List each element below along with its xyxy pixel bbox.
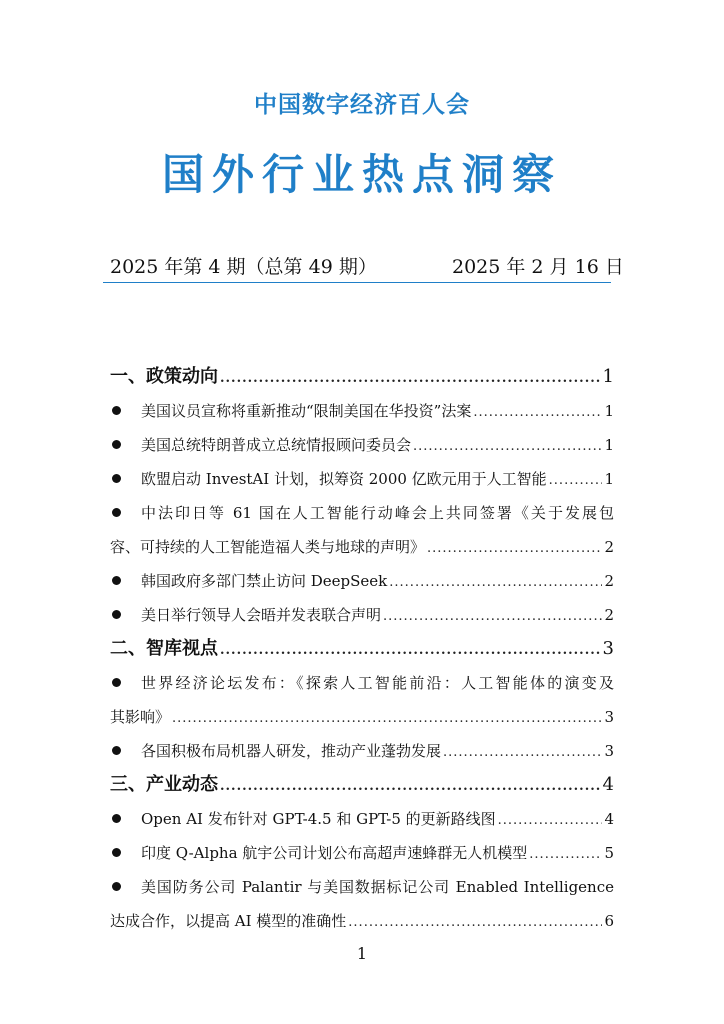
toc-item-title: 美国防务公司 Palantir 与美国数据标记公司 Enabled Intelligence <box>141 878 614 896</box>
toc-page-number: 1 <box>604 470 614 488</box>
toc-leader <box>529 838 602 870</box>
toc-leader <box>427 532 602 564</box>
toc-item-title: 世界经济论坛发布：《探索人工智能前沿：人工智能体的演变及 <box>141 674 614 692</box>
toc-item[interactable] <box>110 496 614 530</box>
toc-item-title: 美日举行领导人会晤并发表联合声明 <box>141 606 382 624</box>
toc-item-title: 美国议员宣称将重新推动“限制美国在华投资”法案 <box>141 402 472 420</box>
toc-page-number: 1 <box>604 402 614 420</box>
toc-item[interactable] <box>110 564 614 598</box>
header-rule <box>103 282 611 283</box>
bullet-icon <box>112 848 121 857</box>
toc-item-title: 各国积极布局机器人研发，推动产业蓬勃发展 <box>141 742 442 760</box>
toc-section-title: 二、智库视点 <box>110 638 218 659</box>
toc-item-continuation[interactable] <box>110 700 614 734</box>
toc-leader <box>220 634 601 666</box>
toc-item-title: 韩国政府多部门禁止访问 DeepSeek <box>141 572 388 590</box>
publication-title: 国外行业热点洞察 <box>161 150 562 199</box>
toc-section-title: 一、政策动向 <box>110 366 218 387</box>
bullet-icon <box>112 814 121 823</box>
toc-item-continuation[interactable] <box>110 530 614 564</box>
org-name: 中国数字经济百人会 <box>254 92 470 118</box>
toc-leader <box>473 396 602 428</box>
bullet-icon <box>112 746 121 755</box>
toc-page-number: 2 <box>604 538 614 556</box>
bullet-icon <box>112 474 121 483</box>
bullet-icon <box>112 406 121 415</box>
toc-page-number: 3 <box>604 708 614 726</box>
toc-page-number: 2 <box>604 572 614 590</box>
toc-item-title: 达成合作，以提高 AI 模型的准确性 <box>110 912 347 930</box>
toc-item-title: 容、可持续的人工智能造福人类与地球的声明》 <box>110 538 426 556</box>
toc-page-number: 1 <box>602 366 614 387</box>
toc-leader <box>443 736 602 768</box>
issue-number: 2025 年第 4 期（总第 49 期） <box>110 256 377 278</box>
toc-item[interactable] <box>110 394 614 428</box>
toc-page-number: 2 <box>604 606 614 624</box>
toc-section-think-tank[interactable] <box>110 632 614 666</box>
toc-section-industry[interactable] <box>110 768 614 802</box>
toc-item-title: 其影响》 <box>110 708 171 726</box>
toc-page-number: 3 <box>602 638 614 659</box>
toc-leader <box>220 362 601 394</box>
bullet-icon <box>112 882 121 891</box>
toc-item-title: Open AI 发布针对 GPT-4.5 和 GPT-5 的更新路线图 <box>141 810 496 828</box>
table-of-contents <box>110 360 614 938</box>
toc-page-number: 3 <box>604 742 614 760</box>
toc-leader <box>549 464 603 496</box>
page-number: 1 <box>356 944 368 963</box>
toc-item[interactable] <box>110 870 614 904</box>
toc-item[interactable] <box>110 428 614 462</box>
bullet-icon <box>112 576 121 585</box>
toc-item[interactable] <box>110 666 614 700</box>
toc-item-title: 印度 Q-Alpha 航宇公司计划公布高超声速蜂群无人机模型 <box>141 844 528 862</box>
bullet-icon <box>112 610 121 619</box>
toc-item[interactable] <box>110 802 614 836</box>
toc-page-number: 5 <box>604 844 614 862</box>
issue-date: 2025 年 2 月 16 日 <box>452 256 624 278</box>
toc-leader <box>413 430 602 462</box>
toc-leader <box>389 566 602 598</box>
toc-item[interactable] <box>110 462 614 496</box>
toc-section-title: 三、产业动态 <box>110 774 218 795</box>
bullet-icon <box>112 508 121 517</box>
toc-page-number: 4 <box>604 810 614 828</box>
toc-page-number: 4 <box>602 774 614 795</box>
toc-item-title: 欧盟启动 InvestAI 计划，拟筹资 2000 亿欧元用于人工智能 <box>141 470 547 488</box>
toc-leader <box>220 770 601 802</box>
toc-leader <box>172 702 602 734</box>
bullet-icon <box>112 678 121 687</box>
toc-item[interactable] <box>110 598 614 632</box>
toc-item[interactable] <box>110 836 614 870</box>
toc-item-title: 中法印日等 61 国在人工智能行动峰会上共同签署《关于发展包 <box>141 504 614 522</box>
bullet-icon <box>112 440 121 449</box>
toc-leader <box>348 906 602 938</box>
toc-item-continuation[interactable] <box>110 904 614 938</box>
toc-item-title: 美国总统特朗普成立总统情报顾问委员会 <box>141 436 412 454</box>
toc-page-number: 1 <box>604 436 614 454</box>
toc-page-number: 6 <box>604 912 614 930</box>
toc-section-policy[interactable] <box>110 360 614 394</box>
toc-leader <box>498 804 603 836</box>
toc-item[interactable] <box>110 734 614 768</box>
toc-leader <box>383 600 602 632</box>
